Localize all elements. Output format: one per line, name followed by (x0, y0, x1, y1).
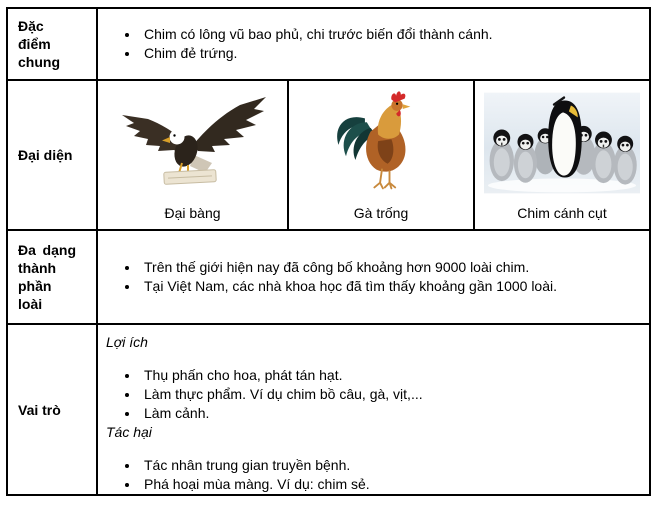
row-label-text: Đại diện (18, 147, 73, 163)
row-label-text: Đặc điểm chung (18, 18, 60, 70)
benefits-heading: Lợi ích (106, 334, 148, 350)
row-species-diversity (8, 231, 649, 325)
list-item: • Làm thực phẩm. Ví dụ chim bồ câu, gà, vịt,... (140, 385, 641, 404)
penguins-cell (475, 81, 649, 229)
adult-penguin (548, 97, 582, 177)
list-item: • Làm cảnh. (140, 404, 641, 423)
rooster-cell (289, 81, 475, 229)
list-item: • Tại Việt Nam, các nhà khoa học đã tìm thấy khoảng gần 1000 loài. (140, 277, 641, 296)
row-label-text: Vai trò (18, 401, 61, 418)
row-general-characteristics (8, 9, 649, 81)
eagle-caption: Đại bàng (164, 205, 221, 221)
row-label-text: Đa dạng thành phần loài (18, 242, 76, 312)
rooster-caption: Gà trống (353, 205, 409, 221)
row-label-representatives (8, 81, 98, 229)
rooster-image (329, 81, 433, 204)
harms-list (98, 456, 649, 494)
list-item: • Chim có lông vũ bao phủ, chi trước biến đổi thành cánh. (140, 25, 641, 44)
bird-summary-table (6, 7, 651, 496)
roles-content (98, 325, 649, 494)
list-item: • Chim đẻ trứng. (140, 44, 641, 63)
list-item: • Thụ phấn cho hoa, phát tán hạt. (140, 366, 641, 385)
row-roles (8, 325, 649, 494)
row-label-roles (8, 325, 98, 494)
eagle-cell (98, 81, 289, 229)
species-diversity-list (98, 258, 649, 296)
eagle-image (108, 81, 278, 204)
benefits-list (98, 366, 649, 423)
general-characteristics-content (98, 9, 649, 79)
row-label-general-characteristics (8, 9, 98, 79)
row-representatives (8, 81, 649, 231)
list-item: • Tác nhân trung gian truyền bệnh. (140, 456, 641, 475)
species-diversity-content (98, 231, 649, 323)
list-item: • Phá hoại mùa màng. Ví dụ: chim sẻ. (140, 475, 641, 494)
list-item: • Trên thế giới hiện nay đã công bố khoảng hơn 9000 loài chim. (140, 258, 641, 277)
general-characteristics-list (98, 25, 649, 63)
penguins-caption: Chim cánh cụt (517, 205, 607, 221)
row-label-species-diversity (8, 231, 98, 323)
harms-heading: Tác hại (106, 424, 152, 440)
penguins-image (484, 81, 640, 204)
